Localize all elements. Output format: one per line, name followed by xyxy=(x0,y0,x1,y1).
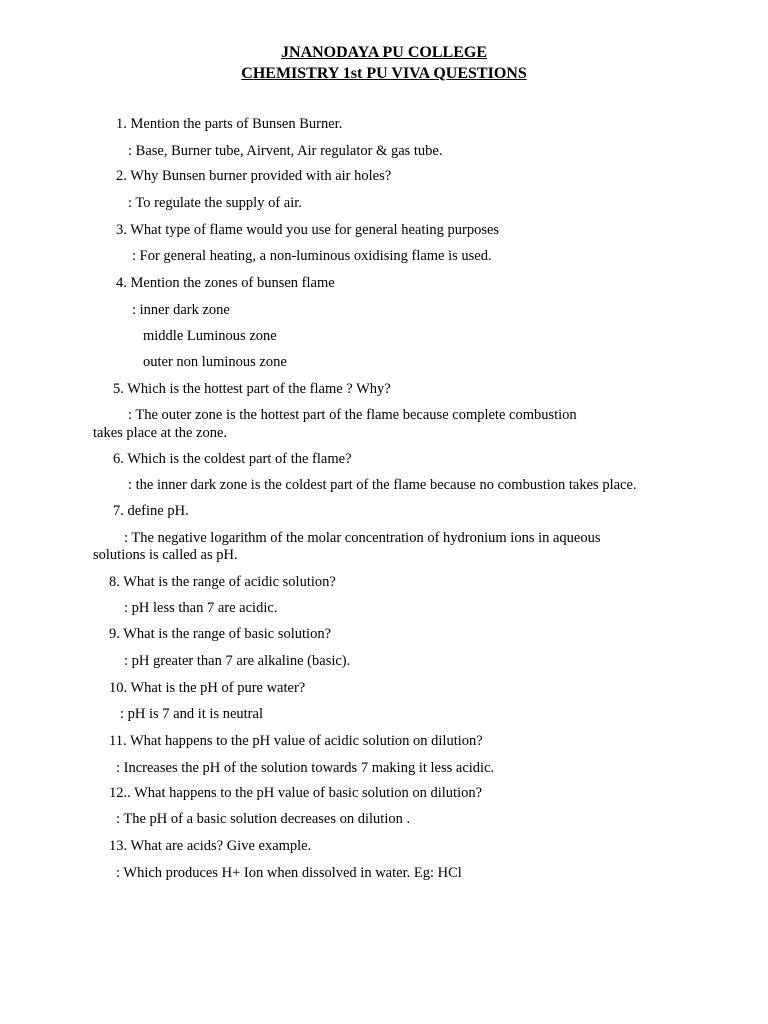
answer-3: : For general heating, a non-luminous oxidising flame is used. xyxy=(132,248,492,264)
answer-2: : To regulate the supply of air. xyxy=(128,195,302,211)
answer-8: : pH less than 7 are acidic. xyxy=(124,600,278,616)
answer-7-line-2: solutions is called as pH. xyxy=(93,547,238,563)
question-10: 10. What is the pH of pure water? xyxy=(109,680,306,696)
question-8: 8. What is the range of acidic solution? xyxy=(109,574,336,590)
document-title: CHEMISTRY 1st PU VIVA QUESTIONS xyxy=(241,65,527,82)
college-title: JNANODAYA PU COLLEGE xyxy=(281,44,487,61)
question-5: 5. Which is the hottest part of the flame ? Why? xyxy=(113,381,391,397)
answer-13: : Which produces H+ Ion when dissolved in water. Eg: HCl xyxy=(116,865,462,881)
answer-5-line-1: : The outer zone is the hottest part of the flame because complete combustion xyxy=(128,407,577,423)
question-7: 7. define pH. xyxy=(113,503,189,519)
answer-1: : Base, Burner tube, Airvent, Air regulator & gas tube. xyxy=(128,143,443,159)
answer-4-line-2: middle Luminous zone xyxy=(143,328,277,344)
question-2: 2. Why Bunsen burner provided with air holes? xyxy=(116,168,392,184)
question-9: 9. What is the range of basic solution? xyxy=(109,626,332,642)
question-1: 1. Mention the parts of Bunsen Burner. xyxy=(116,116,343,132)
question-4: 4. Mention the zones of bunsen flame xyxy=(116,275,335,291)
answer-6: : the inner dark zone is the coldest part of the flame because no combustion takes place. xyxy=(128,477,637,493)
answer-12: : The pH of a basic solution decreases on dilution . xyxy=(116,811,411,827)
answer-10: : pH is 7 and it is neutral xyxy=(120,706,263,722)
answer-9: : pH greater than 7 are alkaline (basic). xyxy=(124,653,351,669)
question-6: 6. Which is the coldest part of the flame? xyxy=(113,451,352,467)
question-11: 11. What happens to the pH value of acidic solution on dilution? xyxy=(109,733,483,749)
answer-4-line-3: outer non luminous zone xyxy=(143,354,287,370)
answer-5-line-2: takes place at the zone. xyxy=(93,425,228,441)
answer-4-line-1: : inner dark zone xyxy=(132,302,230,318)
answer-11: : Increases the pH of the solution towards 7 making it less acidic. xyxy=(116,760,495,776)
answer-7-line-1: : The negative logarithm of the molar concentration of hydronium ions in aqueous xyxy=(124,530,601,546)
question-12: 12.. What happens to the pH value of basic solution on dilution? xyxy=(109,785,483,801)
question-13: 13. What are acids? Give example. xyxy=(109,838,312,854)
question-3: 3. What type of flame would you use for general heating purposes xyxy=(116,222,500,238)
